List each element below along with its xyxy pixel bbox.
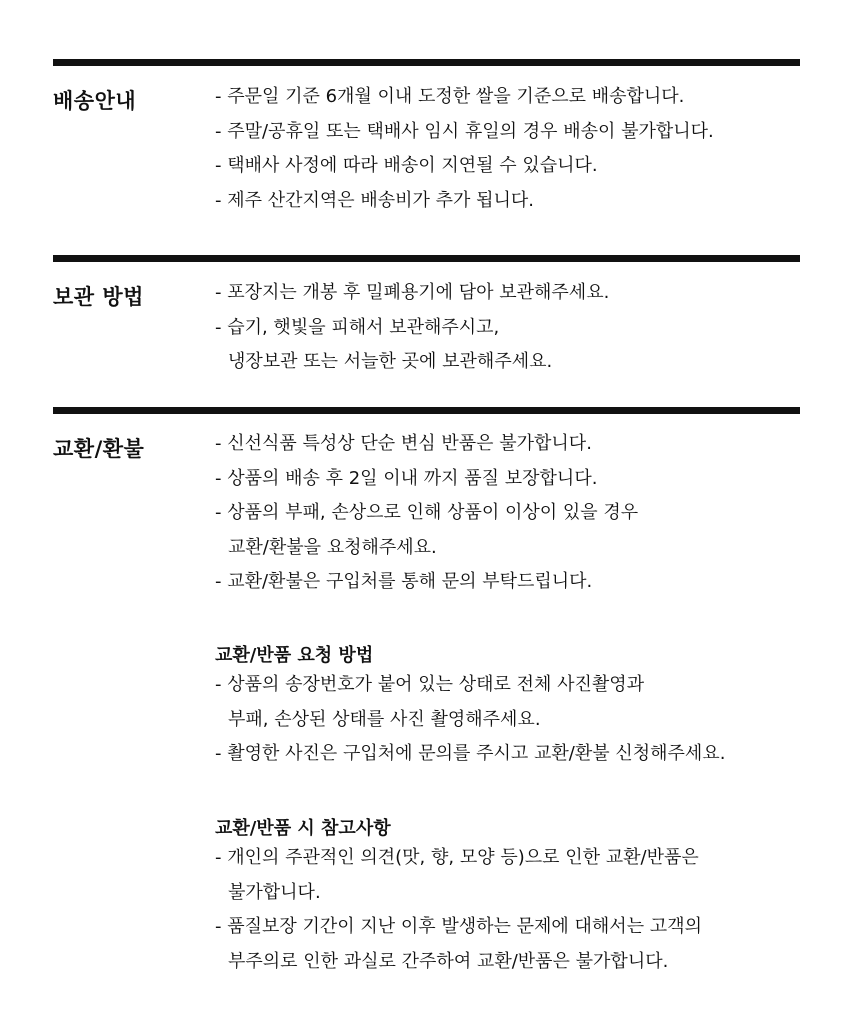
- section-divider-exchange: [53, 407, 800, 414]
- notes-line-2: 불가합니다.: [228, 881, 321, 903]
- exchange-notes-list: [215, 841, 702, 979]
- shipping-title: 배송안내: [53, 89, 137, 113]
- shipping-line-4: - 제주 산간지역은 배송비가 추가 됩니다.: [215, 189, 535, 211]
- shipping-info-list: [215, 80, 714, 218]
- shipping-line-3: - 택배사 사정에 따라 배송이 지연될 수 있습니다.: [215, 155, 598, 176]
- exchange-title: 교환/환불: [53, 437, 145, 461]
- exchange-line-2: - 상품의 배송 후 2일 이내 까지 품질 보장합니다.: [215, 467, 598, 489]
- section-divider-shipping: [53, 59, 800, 66]
- exchange-notes-title: 교환/반품 시 참고사항: [215, 818, 391, 839]
- exchange-line-5: - 교환/환불은 구입처를 통해 문의 부탁드립니다.: [215, 571, 593, 592]
- exchange-request-title: 교환/반품 요청 방법: [215, 645, 374, 666]
- exchange-line-3: - 상품의 부패, 손상으로 인해 상품이 이상이 있을 경우: [215, 502, 639, 523]
- section-divider-storage: [53, 255, 800, 262]
- request-line-1: - 상품의 송장번호가 붙어 있는 상태로 전체 사진촬영과: [215, 674, 645, 695]
- storage-line-1: - 포장지는 개봉 후 밀폐용기에 담아 보관해주세요.: [215, 282, 610, 303]
- exchange-line-4: 교환/환불을 요청해주세요.: [228, 536, 437, 558]
- notes-line-3: - 품질보장 기간이 지난 이후 발생하는 문제에 대해서는 고객의: [215, 916, 702, 937]
- notes-line-4: 부주의로 인한 과실로 간주하여 교환/반품은 불가합니다.: [228, 950, 669, 972]
- storage-title: 보관 방법: [53, 285, 144, 309]
- shipping-line-2: - 주말/공휴일 또는 택배사 임시 휴일의 경우 배송이 불가합니다.: [215, 120, 714, 142]
- request-line-2: 부패, 손상된 상태를 사진 촬영해주세요.: [228, 708, 541, 730]
- request-line-3: - 촬영한 사진은 구입처에 문의를 주시고 교환/환불 신청해주세요.: [215, 743, 726, 764]
- notes-line-1: - 개인의 주관적인 의견(맛, 향, 모양 등)으로 인한 교환/반품은: [215, 847, 699, 868]
- shipping-line-1: - 주문일 기준 6개월 이내 도정한 쌀을 기준으로 배송합니다.: [215, 86, 685, 107]
- exchange-info-list: [215, 427, 638, 600]
- storage-line-2: - 습기, 햇빛을 피해서 보관해주시고,: [215, 316, 500, 338]
- storage-info-list: [215, 276, 609, 380]
- exchange-line-1: - 신선식품 특성상 단순 변심 반품은 불가합니다.: [215, 433, 592, 454]
- storage-line-3: 냉장보관 또는 서늘한 곳에 보관해주세요.: [228, 351, 553, 372]
- exchange-request-list: [215, 668, 725, 772]
